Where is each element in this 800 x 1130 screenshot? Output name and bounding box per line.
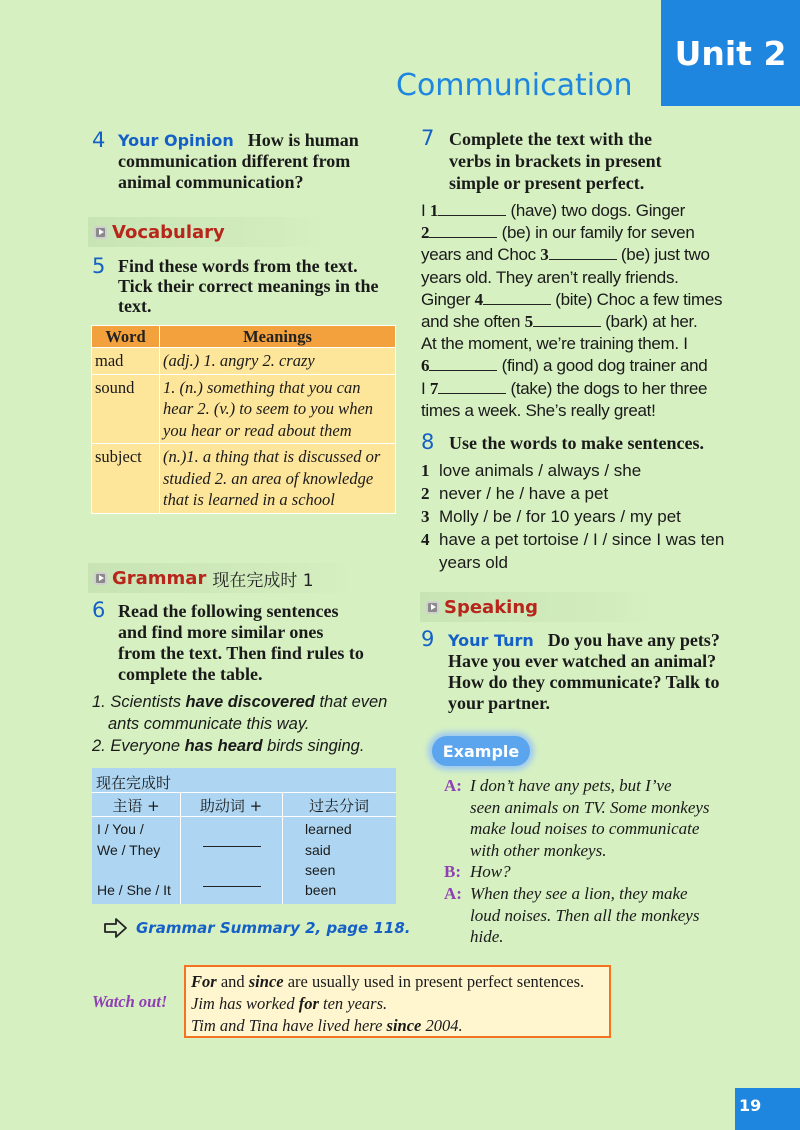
grammar-table bbox=[92, 768, 396, 904]
item-text: have a pet tortoise / I / since I was ten bbox=[439, 530, 725, 549]
q6-line-3: from the text. Then find rules to bbox=[118, 643, 364, 663]
q9-line-3: How do they communicate? Talk to bbox=[448, 672, 720, 692]
sentence-highlight: have discovered bbox=[185, 693, 315, 711]
auxiliary-header: 助动词 + bbox=[199, 797, 263, 815]
q4-line-1: How is human bbox=[247, 130, 359, 150]
item-text-cont: years old bbox=[439, 553, 508, 572]
question-number-8: 8 bbox=[421, 430, 435, 454]
fill-text: (bite) Choc a few times bbox=[550, 289, 723, 309]
q6-line-4: complete the table. bbox=[118, 664, 263, 684]
example-sentence-2 bbox=[92, 735, 392, 757]
question-number-5: 5 bbox=[92, 254, 106, 278]
speaker-label: A: bbox=[444, 776, 462, 795]
auxiliary-blank[interactable] bbox=[203, 846, 261, 847]
vocabulary-section-header bbox=[88, 217, 326, 247]
subject-header: 主语 + bbox=[112, 797, 160, 815]
answer-blank[interactable] bbox=[429, 223, 497, 238]
list-item bbox=[421, 505, 741, 528]
question-8-text: Use the words to make sentences. bbox=[449, 433, 704, 453]
sentence-list bbox=[421, 459, 741, 574]
q7-line-3: simple or present perfect. bbox=[449, 173, 645, 193]
fill-text: I bbox=[421, 378, 430, 398]
fill-text: years and Choc bbox=[421, 245, 541, 265]
q4-line-3: animal communication? bbox=[118, 172, 304, 192]
arrow-right-icon bbox=[104, 918, 128, 938]
grammar-table-title: 现在完成时 bbox=[96, 774, 172, 792]
example-badge: Example bbox=[432, 736, 530, 766]
fill-text: (bark) at her. bbox=[600, 312, 698, 332]
meaning-cell: (adj.) 1. angry 2. crazy bbox=[160, 348, 396, 375]
participle-header: 过去分词 bbox=[308, 797, 369, 815]
question-number-7: 7 bbox=[421, 126, 435, 150]
item-number: 1 bbox=[421, 461, 430, 480]
meaning-cell: 1. (n.) something that you can hear 2. (v.) to seem to you when you hear or read about them bbox=[160, 374, 396, 444]
example-sentence-1-cont: ants communicate this way. bbox=[108, 715, 310, 733]
sentence-part: 2. Everyone bbox=[92, 737, 185, 755]
section-play-icon bbox=[426, 601, 439, 614]
dialog-line: make loud noises to communicate bbox=[470, 819, 700, 839]
q6-line-2: and find more similar ones bbox=[118, 622, 324, 642]
fill-text: Ginger bbox=[421, 289, 475, 309]
question-6-text bbox=[118, 601, 408, 685]
fill-in-paragraph bbox=[421, 200, 741, 422]
participle-cell: learned bbox=[305, 821, 352, 837]
grammar-chinese-label: 现在完成时 1 bbox=[212, 570, 314, 591]
list-item bbox=[421, 459, 741, 482]
word-cell: mad bbox=[92, 348, 160, 375]
note-text: Tim and Tina have lived here bbox=[191, 1016, 387, 1035]
divider bbox=[92, 792, 396, 793]
answer-blank[interactable] bbox=[533, 312, 601, 327]
keyword: For bbox=[191, 972, 217, 991]
question-number-4: 4 bbox=[92, 128, 106, 152]
fill-text: I bbox=[421, 201, 430, 220]
divider bbox=[282, 792, 283, 904]
question-4-text bbox=[118, 130, 408, 193]
list-item bbox=[421, 482, 741, 505]
grammar-summary-link[interactable] bbox=[104, 918, 410, 938]
keyword: since bbox=[386, 1016, 422, 1035]
fill-text: (take) the dogs to her three bbox=[506, 378, 708, 398]
dialog-line: seen animals on TV. Some monkeys bbox=[470, 797, 710, 817]
q9-line-1: Do you have any pets? bbox=[547, 630, 720, 650]
dialog-line: hide. bbox=[470, 927, 504, 947]
speaker-label: A: bbox=[444, 883, 462, 903]
table-row bbox=[92, 348, 396, 375]
watch-out-label: Watch out! bbox=[92, 992, 168, 1011]
list-item bbox=[421, 528, 741, 551]
subject-cell: He / She / It bbox=[97, 882, 171, 898]
blank-number: 6 bbox=[421, 356, 430, 376]
word-cell: sound bbox=[92, 374, 160, 444]
blank-number: 1 bbox=[429, 201, 439, 220]
your-opinion-label: Your Opinion bbox=[118, 131, 234, 150]
unit-label: Unit 2 bbox=[674, 33, 787, 73]
fill-text: and she often bbox=[421, 312, 525, 332]
blank-number: 2 bbox=[421, 223, 430, 243]
answer-blank[interactable] bbox=[483, 290, 551, 305]
participle-cell: been bbox=[305, 882, 337, 898]
sentence-highlight: has heard bbox=[184, 737, 263, 755]
grammar-section-header bbox=[88, 563, 354, 593]
meanings-column-header: Meanings bbox=[160, 326, 396, 348]
example-sentence-1 bbox=[92, 691, 392, 713]
example-dialog bbox=[444, 775, 754, 948]
grammar-label: Grammar bbox=[112, 567, 207, 589]
page-title: Communication bbox=[396, 68, 633, 103]
fill-text: years old. They aren’t really friends. bbox=[421, 267, 679, 287]
subject-cell: I / You / bbox=[97, 821, 144, 837]
vocabulary-table bbox=[91, 325, 396, 514]
blank-number: 3 bbox=[540, 245, 549, 265]
section-play-icon bbox=[94, 226, 107, 239]
speaking-label: Speaking bbox=[444, 596, 539, 618]
blank-number: 4 bbox=[474, 289, 483, 309]
meaning-cell: (n.)1. a thing that is discussed or studied 2. an area of knowledge that is learned in a school bbox=[160, 444, 396, 514]
answer-blank[interactable] bbox=[438, 201, 506, 216]
question-5-text bbox=[118, 256, 408, 316]
q6-line-1: Read the following sentences bbox=[118, 601, 339, 621]
page-number: 19 bbox=[735, 1088, 800, 1130]
q7-line-2: verbs in brackets in present bbox=[449, 151, 662, 171]
note-text: ten years. bbox=[318, 994, 388, 1013]
q5-line-2: Tick their correct meanings in the bbox=[118, 276, 379, 296]
word-column-header: Word bbox=[92, 326, 160, 348]
q9-line-4: your partner. bbox=[448, 693, 551, 713]
keyword: for bbox=[298, 994, 319, 1013]
answer-blank[interactable] bbox=[438, 379, 506, 394]
q5-line-1: Find these words from the text. bbox=[118, 256, 358, 276]
q9-line-2: Have you ever watched an animal? bbox=[448, 651, 717, 671]
sentence-part: that even bbox=[314, 693, 388, 711]
fill-text: (be) just two bbox=[616, 245, 710, 265]
sentence-part: 1. Scientists bbox=[92, 693, 186, 711]
speaker-label: B: bbox=[444, 862, 461, 882]
blank-number: 5 bbox=[524, 312, 533, 332]
dialog-line: I don’t have any pets, but I’ve bbox=[470, 776, 672, 795]
grammar-example-sentences bbox=[92, 691, 392, 757]
dialog-line: When they see a lion, they make bbox=[470, 883, 688, 903]
vocabulary-label: Vocabulary bbox=[112, 221, 225, 243]
answer-blank[interactable] bbox=[429, 356, 497, 371]
grammar-summary-text[interactable]: Grammar Summary 2, page 118. bbox=[136, 919, 411, 937]
q7-line-1: Complete the text with the bbox=[449, 129, 652, 149]
q4-line-2: communication different from bbox=[118, 151, 351, 171]
note-text: and bbox=[216, 972, 249, 991]
dialog-line: How? bbox=[470, 862, 511, 882]
keyword: since bbox=[248, 972, 284, 991]
fill-text: times a week. She’s really great! bbox=[421, 400, 656, 420]
fill-text: (be) in our family for seven bbox=[497, 223, 695, 243]
fill-text: (have) two dogs. Ginger bbox=[506, 201, 686, 220]
item-text: Molly / be / for 10 years / my pet bbox=[439, 507, 681, 526]
participle-cell: said bbox=[305, 842, 331, 858]
item-number: 2 bbox=[421, 484, 430, 503]
item-number: 4 bbox=[421, 530, 430, 549]
dialog-line: with other monkeys. bbox=[470, 840, 607, 860]
table-row bbox=[92, 444, 396, 514]
participle-cell: seen bbox=[305, 862, 336, 878]
fill-text: (find) a good dog trainer and bbox=[497, 356, 708, 376]
question-7-text bbox=[449, 128, 749, 194]
question-9-text bbox=[448, 630, 768, 714]
answer-blank[interactable] bbox=[549, 245, 617, 260]
watch-out-box bbox=[184, 965, 611, 1038]
dialog-line: loud noises. Then all the monkeys bbox=[470, 905, 700, 925]
question-number-9: 9 bbox=[421, 627, 435, 651]
note-text: are usually used in present perfect sentences. bbox=[283, 972, 585, 991]
section-play-icon bbox=[94, 572, 107, 585]
q5-line-3: text. bbox=[118, 296, 152, 316]
question-number-6: 6 bbox=[92, 598, 106, 622]
sentence-part: birds singing. bbox=[262, 737, 365, 755]
note-text: Jim has worked bbox=[191, 994, 299, 1013]
divider bbox=[92, 816, 396, 817]
blank-number: 7 bbox=[429, 378, 439, 398]
speaking-section-header bbox=[420, 592, 656, 622]
note-text: 2004. bbox=[421, 1016, 463, 1035]
unit-badge bbox=[661, 0, 800, 106]
your-turn-label: Your Turn bbox=[448, 631, 534, 650]
auxiliary-blank[interactable] bbox=[203, 886, 261, 887]
word-cell: subject bbox=[92, 444, 160, 514]
divider bbox=[180, 792, 181, 904]
item-number: 3 bbox=[421, 507, 430, 526]
item-text: never / he / have a pet bbox=[439, 484, 609, 503]
subject-cell: We / They bbox=[97, 842, 161, 858]
table-row bbox=[92, 374, 396, 444]
item-text: love animals / always / she bbox=[439, 461, 642, 480]
fill-text: At the moment, we’re training them. I bbox=[421, 334, 688, 354]
